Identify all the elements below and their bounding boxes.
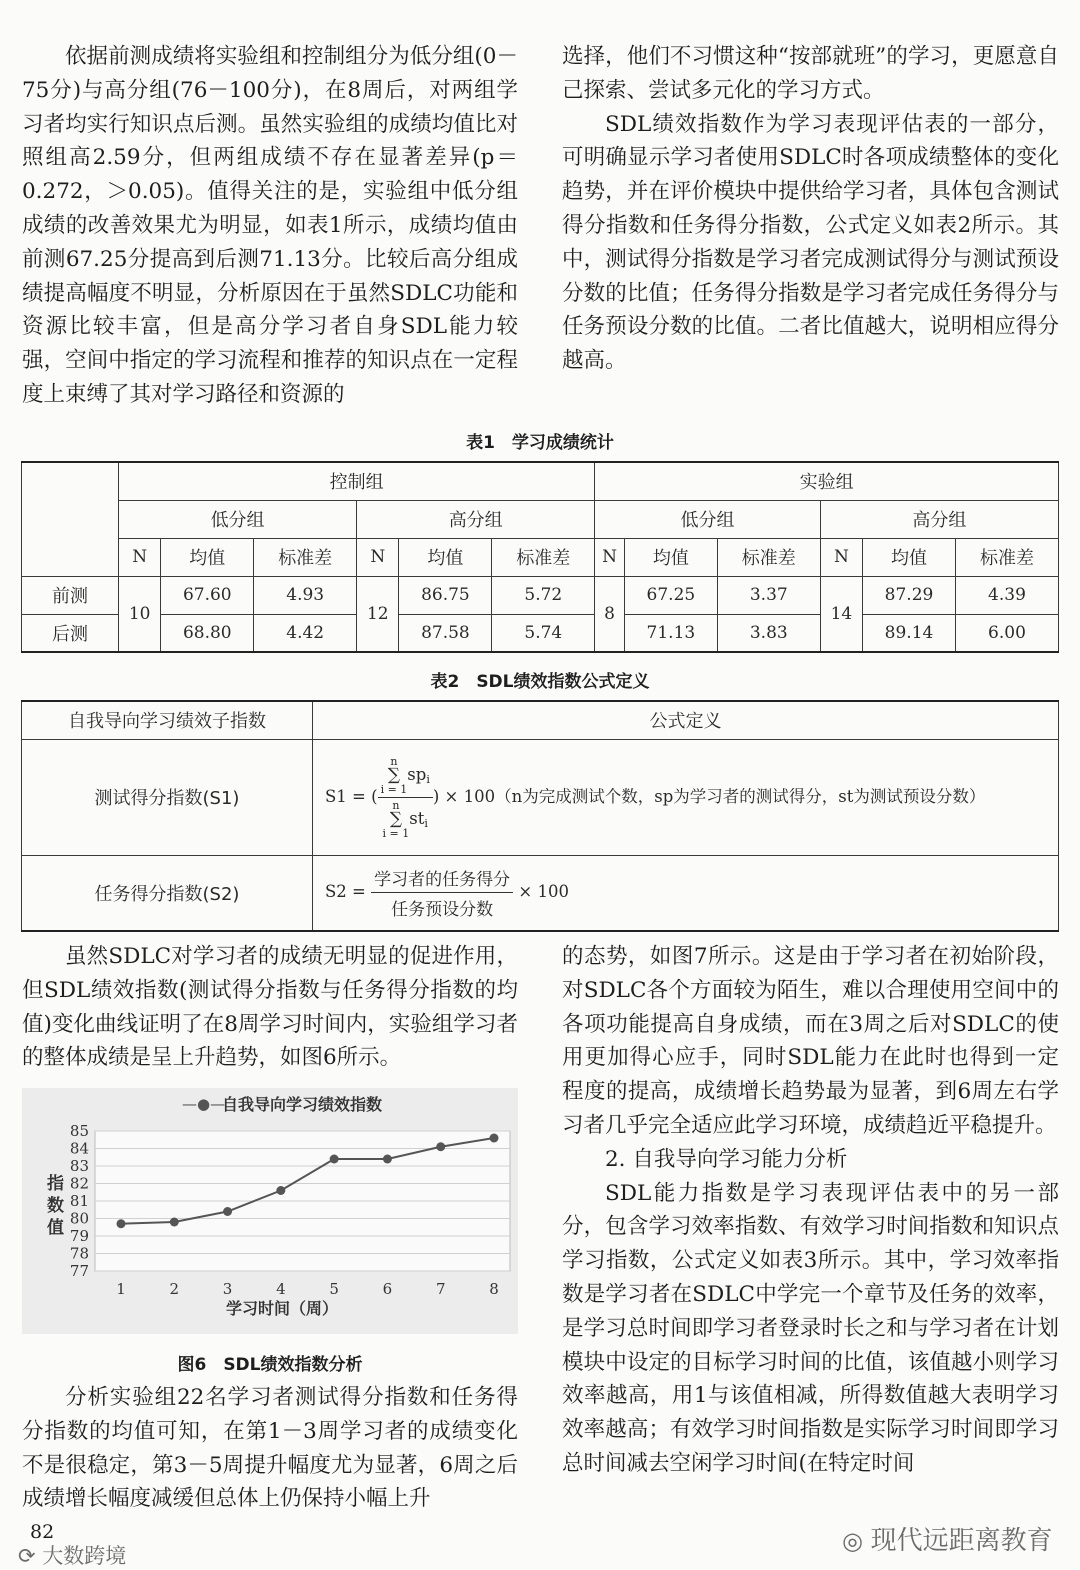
cell: 12	[357, 576, 399, 652]
ylabel-char-2: 数	[47, 1196, 64, 1216]
data-point	[223, 1207, 232, 1216]
cell: 71.13	[624, 614, 717, 652]
table1-exp-high: 高分组	[820, 500, 1058, 538]
right-paragraph-3: 的态势，如图7所示。这是由于学习者在初始阶段，对SDLC各个方面较为陌生，难以合理使用空间中的各项功能提高自身成绩，而在3周之后对SDLC的使用更加得心应手，同时SDL能力在此时也得到一定程度的提高，成绩增长趋势最为显著，到6周左右学习者几乎完全适应此学习环境，成绩趋近平稳提升。	[562, 944, 1059, 1138]
s1-formula	[313, 739, 1059, 855]
table2-col-index: 自我导向学习绩效子指数	[22, 701, 313, 739]
cell: 6.00	[955, 614, 1058, 652]
row-pretest: 前测	[22, 576, 119, 614]
table2-caption: 表2 SDL绩效指数公式定义	[430, 672, 650, 692]
right-lower-text	[562, 940, 1059, 1481]
x-axis-label: 学习时间（周）	[225, 1299, 339, 1318]
table2-col-formula: 公式定义	[313, 701, 1059, 739]
cell: 67.60	[161, 576, 254, 614]
x-tick-label: 8	[489, 1280, 499, 1298]
data-point	[383, 1155, 392, 1164]
table1-exp-low: 低分组	[595, 500, 820, 538]
cell: 67.25	[624, 576, 717, 614]
s2-fraction: $\frac{\text{学习者的任务得分}}{\text{任务预设分数}}$	[371, 865, 513, 920]
cell: 5.74	[492, 614, 595, 652]
col-n: N	[119, 538, 161, 576]
data-point	[170, 1218, 179, 1227]
x-tick-label: 7	[435, 1280, 446, 1298]
right-paragraph-4: SDL能力指数是学习表现评估表中的另一部分，包含学习效率指数、有效学习时间指数和知识点学习指数，公式定义如表3所示。其中，学习效率指数是学习者在SDLC中学完一个章节及任务的效率，是学习总时间即学习者登录时长之和与学习者在计划模块中设定的目标学习时间的比值，该值越小则学习效率越高，用1与该值相减，所得数值越大表明学习效率越高；有效学习时间指数是实际学习时间即学习总时间减去空闲学习时间(在特定时间	[562, 1180, 1059, 1476]
x-tick-label: 6	[382, 1280, 393, 1298]
data-point	[490, 1134, 499, 1143]
x-tick-label: 4	[276, 1280, 286, 1298]
col-n: N	[820, 538, 862, 576]
y-tick-label: 82	[69, 1174, 89, 1193]
s1-lhs: S1 = (	[325, 786, 378, 806]
x-tick-label: 3	[222, 1280, 233, 1298]
data-point	[117, 1219, 126, 1228]
col-mean: 均值	[161, 538, 254, 576]
y-tick-label: 77	[69, 1262, 89, 1280]
y-tick-label: 84	[69, 1139, 89, 1158]
s2-label: 任务得分指数(S2)	[22, 855, 313, 931]
watermark-right: ◎ 现代远距离教育	[842, 1526, 1053, 1556]
left-paragraph-3: 分析实验组22名学习者测试得分指数和任务得分指数的均值可知，在第1－3周学习者的成绩变化不是很稳定，第3－5周提升幅度尤为显著，6周之后成绩增长幅度减缓但总体上仍保持小幅上升	[22, 1385, 518, 1512]
cell: 87.58	[399, 614, 492, 652]
y-tick-label: 79	[69, 1227, 89, 1245]
col-sd: 标准差	[492, 538, 595, 576]
table1-control-low: 低分组	[119, 500, 357, 538]
s2-lhs: S2 =	[325, 882, 366, 902]
left-paragraph-1: 依据前测成绩将实验组和控制组分为低分组(0－75分)与高分组(76－100分)，在8周后，对两组学习者均实行知识点后测。虽然实验组的成绩均值比对照组高2.59分，但两组成绩不存在显著差异(p＝0.272，＞0.05)。值得关注的是，实验组中低分组成绩的改善效果尤为明显，如表1所示，成绩均值由前测67.25分提高到后测71.13分。比较后高分组成绩提高幅度不明显，分析原因在于虽然SDLC功能和资源比较丰富，但是高分学习者自身SDL能力较强，空间中指定的学习流程和推荐的知识点在一定程度上束缚了其对学习路径和资源的	[22, 44, 518, 407]
col-n: N	[357, 538, 399, 576]
left-paragraph-2: 虽然SDLC对学习者的成绩无明显的促进作用，但SDL绩效指数(测试得分指数与任务得分指数的均值)变化曲线证明了在8周学习时间内，实验组学习者的整体成绩是呈上升趋势，如图6所示。	[22, 944, 518, 1071]
s1-label: 测试得分指数(S1)	[22, 739, 313, 855]
data-point	[436, 1142, 445, 1151]
cell: 68.80	[161, 614, 254, 652]
y-tick-label: 78	[69, 1244, 89, 1263]
col-mean: 均值	[863, 538, 956, 576]
cell: 3.83	[717, 614, 820, 652]
figure6-caption: 图6 SDL绩效指数分析	[177, 1355, 363, 1375]
cell: 4.39	[955, 576, 1058, 614]
chart-legend	[182, 1095, 382, 1114]
s1-fraction: n ∑ $i = 1sp_i$ n ∑ $i = 1st_i$	[378, 756, 433, 839]
cell: 89.14	[863, 614, 956, 652]
x-tick-label: 1	[116, 1280, 126, 1298]
s2-formula	[313, 855, 1059, 931]
table1	[21, 461, 1059, 653]
table1-experiment-header: 实验组	[595, 462, 1059, 500]
col-sd: 标准差	[254, 538, 357, 576]
data-point	[276, 1186, 285, 1195]
col-mean: 均值	[399, 538, 492, 576]
y-tick-label: 80	[69, 1209, 89, 1228]
cell: 86.75	[399, 576, 492, 614]
cell: 3.37	[717, 576, 820, 614]
table1-corner	[22, 462, 119, 576]
cell: 14	[820, 576, 862, 652]
col-sd: 标准差	[717, 538, 820, 576]
col-sd: 标准差	[955, 538, 1058, 576]
section-heading: 2. 自我导向学习能力分析	[605, 1146, 848, 1172]
watermark-left: ⟳ 大数跨境	[18, 1544, 127, 1568]
watermark-left-logo-icon: ⟳	[18, 1544, 43, 1568]
cell: 8	[595, 576, 625, 652]
page-number: 82	[30, 1521, 55, 1543]
figure6-svg	[22, 1088, 518, 1334]
cell: 10	[119, 576, 161, 652]
cell: 5.72	[492, 576, 595, 614]
cell: 4.93	[254, 576, 357, 614]
x-tick-label: 2	[169, 1280, 180, 1298]
col-n: N	[595, 538, 625, 576]
table1-caption: 表1 学习成绩统计	[466, 433, 614, 453]
cell: 87.29	[863, 576, 956, 614]
s2-rhs: × 100	[518, 882, 569, 902]
wechat-icon: ◎	[842, 1527, 871, 1555]
y-tick-label: 81	[69, 1192, 89, 1210]
col-mean: 均值	[624, 538, 717, 576]
legend-marker: —●—	[182, 1095, 226, 1113]
data-point	[330, 1155, 339, 1164]
right-upper-text	[562, 40, 1059, 378]
ylabel-char-1: 指	[47, 1174, 64, 1194]
table2	[21, 700, 1059, 932]
y-tick-label: 85	[69, 1122, 89, 1140]
row-posttest: 后测	[22, 614, 119, 652]
figure6-chart	[22, 1088, 518, 1334]
legend-label: 自我导向学习绩效指数	[222, 1095, 383, 1114]
x-tick-label: 5	[329, 1280, 339, 1298]
ylabel-char-3: 值	[47, 1218, 64, 1238]
right-paragraph-1: 选择，他们不习惯这种“按部就班”的学习，更愿意自己探索、尝试多元化的学习方式。	[562, 44, 1059, 103]
y-tick-label: 83	[69, 1157, 89, 1175]
right-paragraph-2: SDL绩效指数作为学习表现评估表的一部分，可明确显示学习者使用SDLC时各项成绩整体的变化趋势，并在评价模块中提供给学习者，具体包含测试得分指数和任务得分指数，公式定义如表2所示。其中，测试得分指数是学习者完成测试得分与测试预设分数的比值；任务得分指数是学习者完成任务得分与任务预设分数的比值。二者比值越大，说明相应得分越高。	[562, 111, 1059, 374]
s1-rhs: ) × 100（n为完成测试个数，sp为学习者的测试得分，st为测试预设分数）	[432, 786, 986, 806]
cell: 4.42	[254, 614, 357, 652]
table1-control-high: 高分组	[357, 500, 595, 538]
table1-control-header: 控制组	[119, 462, 595, 500]
